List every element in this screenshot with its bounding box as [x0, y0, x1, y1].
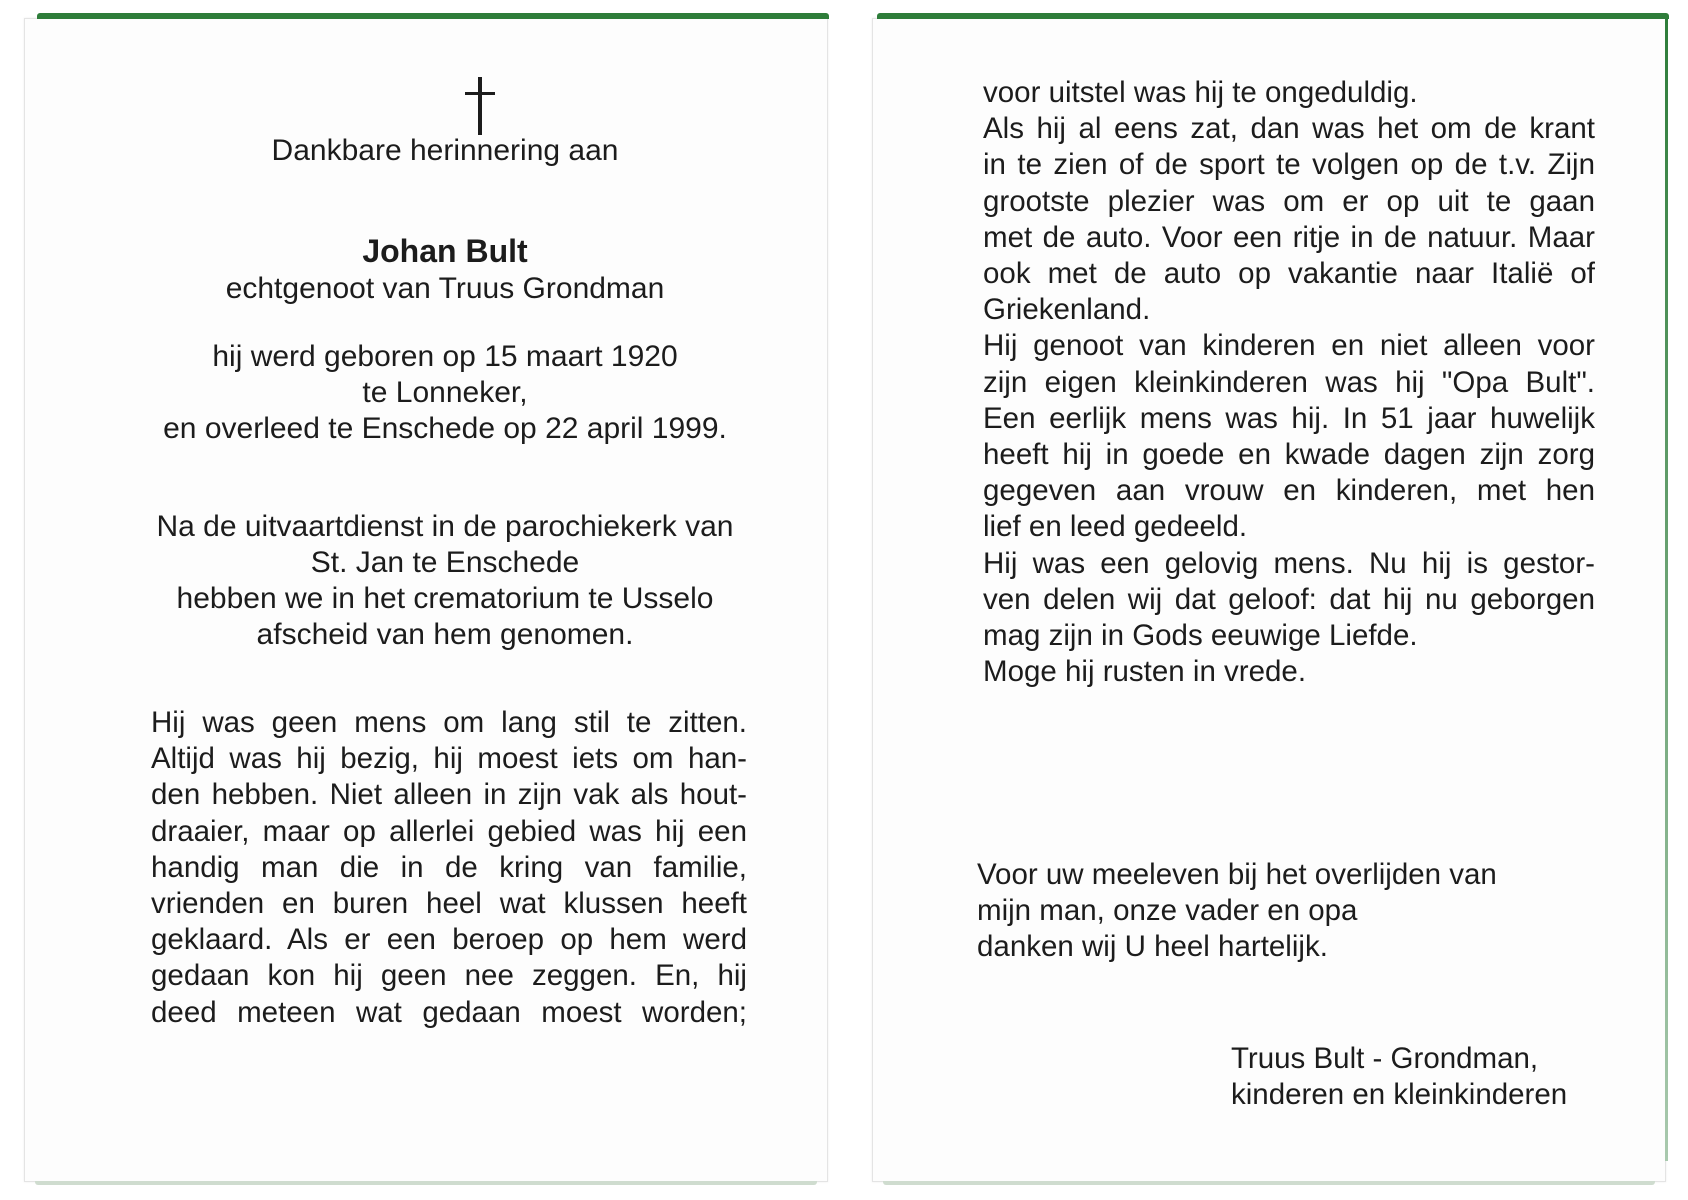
- story-line: Moge hij rusten in vrede.: [983, 655, 1307, 689]
- story-line: lief en leed gedeeld.: [983, 510, 1248, 544]
- intro-text: Dankbare herinnering aan: [271, 134, 619, 167]
- story-line: geklaard. Als er een beroep op hem werd: [151, 923, 747, 957]
- spouse-line: echtgenoot van Truus Grondman: [225, 272, 665, 305]
- card-side-edge: [1665, 19, 1668, 1161]
- story-line: Griekenland.: [983, 293, 1151, 327]
- funeral-line: St. Jan te Enschede: [310, 546, 580, 579]
- funeral-line: hebben we in het crematorium te Usselo: [176, 582, 714, 615]
- card-edge: [37, 13, 829, 19]
- story-line: gedaan kon hij geen nee zeggen. En, hij: [151, 959, 747, 993]
- funeral-line: afscheid van hem genomen.: [256, 618, 634, 651]
- story-line: ven delen wij dat geloof: dat hij nu geborgen: [983, 582, 1595, 616]
- story-line: deed meteen wat gedaan moest worden;: [151, 995, 747, 1029]
- death-line: en overleed te Enschede op 22 april 1999.: [163, 412, 727, 445]
- story-line: mag zijn in Gods eeuwige Liefde.: [983, 619, 1418, 653]
- story-line: met de auto. Voor een ritje in de natuur. Maar: [983, 220, 1595, 254]
- story-line: Een eerlijk mens was hij. In 51 jaar huwelijk: [983, 401, 1595, 435]
- left-page: [24, 18, 828, 1182]
- story-line: Altijd was hij bezig, hij moest iets om han-: [151, 742, 747, 776]
- story-line: gegeven aan vrouw en kinderen, met hen: [983, 474, 1595, 508]
- signature: [1231, 1041, 1567, 1113]
- thanks-message: [977, 857, 1497, 965]
- card-shadow: [35, 1181, 817, 1185]
- birthplace-line: te Lonneker,: [362, 376, 528, 409]
- funeral-info: [25, 509, 865, 653]
- story-line: den hebben. Niet alleen in zijn vak als hout-: [151, 778, 747, 812]
- birth-death-info: [25, 339, 865, 447]
- story-line: vrienden en buren heel wat klussen heeft: [151, 887, 747, 921]
- story-line: Hij was een gelovig mens. Nu hij is gestor-: [983, 546, 1595, 580]
- thanks-line: mijn man, onze vader en opa: [977, 894, 1358, 927]
- story-line: ook met de auto op vakantie naar Italië of: [983, 257, 1595, 291]
- right-page: [872, 18, 1666, 1182]
- thanks-line: Voor uw meeleven bij het overlijden van: [977, 858, 1497, 891]
- story-line: voor uitstel was hij te ongeduldig.: [983, 76, 1418, 109]
- thanks-line: danken wij U heel hartelijk.: [977, 930, 1328, 963]
- story-line: draaier, maar op allerlei gebied was hij een: [151, 814, 747, 848]
- story-line: Hij genoot van kinderen en niet alleen voor: [983, 329, 1595, 363]
- card-edge: [877, 13, 1669, 19]
- life-story-continued: [983, 75, 1595, 690]
- funeral-line: Na de uitvaartdienst in de parochiekerk van: [156, 510, 734, 543]
- birth-line: hij werd geboren op 15 maart 1920: [212, 340, 678, 373]
- story-line: heeft hij in goede en kwade dagen zijn zorg: [983, 438, 1595, 472]
- card-shadow: [883, 1181, 1655, 1185]
- signature-line: kinderen en kleinkinderen: [1231, 1078, 1568, 1111]
- story-line: in te zien of de sport te volgen op de t.v. Zijn: [983, 148, 1595, 182]
- story-line: Als hij al eens zat, dan was het om de krant: [983, 112, 1595, 146]
- story-line: zijn eigen kleinkinderen was hij "Opa Bult".: [983, 365, 1595, 399]
- story-line: grootste plezier was om er op uit te gaan: [983, 184, 1595, 218]
- signature-line: Truus Bult - Grondman,: [1231, 1042, 1539, 1075]
- story-line: handig man die in de kring van familie,: [151, 850, 747, 884]
- deceased-name: Johan Bult: [362, 233, 528, 269]
- cross-icon: [465, 77, 495, 135]
- story-line: Hij was geen mens om lang stil te zitten.: [151, 706, 747, 739]
- life-story: [151, 705, 747, 1031]
